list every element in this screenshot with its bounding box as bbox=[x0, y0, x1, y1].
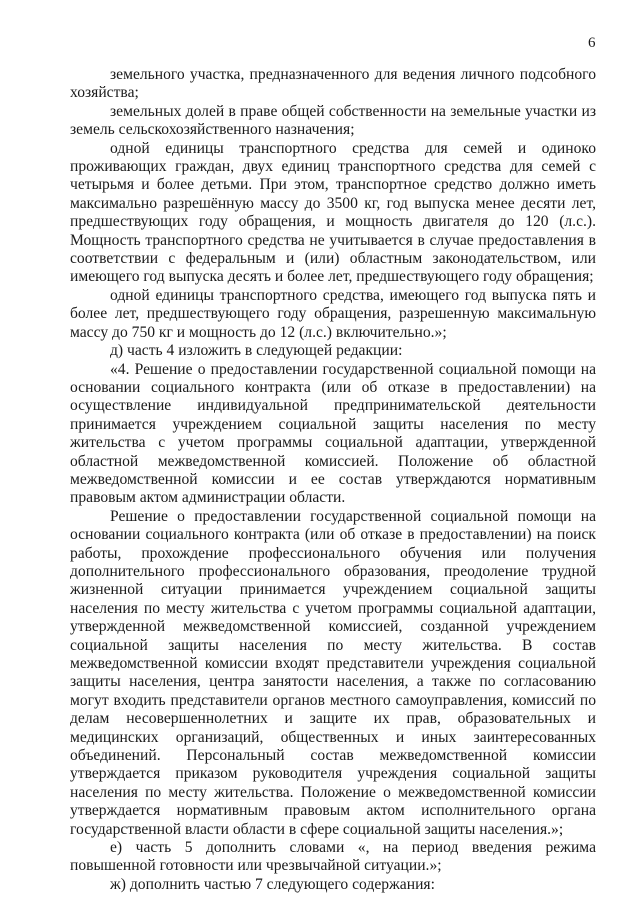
paragraph-part-4-decision: «4. Решение о предоставлении государственной социальной помощи на основании социального контракта (или об отказе в предоставлении) на осуществление индивидуальной предпринимательской деятельности принимается учреждением социальной защиты населения по месту жительства с учетом программы социальной адаптации, утвержденной областной межведомственной комиссией. Положение об областной межведомственной комиссии и ее состав утверждаются нормативным правовым актом администрации области. bbox=[70, 360, 596, 507]
paragraph-land-plot: земельного участка, предназначенного для ведения личного подсобного хозяйства; bbox=[70, 66, 596, 102]
paragraph-vehicle-one: одной единицы транспортного средства для семей и одиноко проживающих граждан, двух единиц транспортного средства для семей с четырьмя и более детьми. При этом, транспортное средство должно иметь максимально разрешённую массу до 3500 кг, год выпуска менее десяти лет, предшествующих году обращения, и мощность двигателя до 120 (л.с.). Мощность транспортного средства не учитывается в случае предоставления в соответствии с федеральным и (или) областным законодательством, или имеющего год выпуска десять и более лет, предшествующего году обращения; bbox=[70, 139, 596, 286]
document-body bbox=[70, 66, 596, 894]
paragraph-vehicle-two: одной единицы транспортного средства, имеющего год выпуска пять и более лет, предшествующего году обращения, разрешенную максимальную массу до 750 кг и мощность до 12 (л.с.) включительно.»; bbox=[70, 286, 596, 341]
paragraph-decision-job-search: Решение о предоставлении государственной социальной помощи на основании социального контракта (или об отказе в предоставлении) на поиск работы, прохождение профессионального обучения или получения дополнительного профессионального образования, преодоление трудной жизненной ситуации принимается учреждением социальной защиты населения по месту жительства с учетом программы социальной адаптации, утвержденной межведомственной комиссией, созданной учреждением социальной защиты населения по месту жительства. В состав межведомственной комиссии входят представители учреждения социальной защиты населения, центра занятости населения, а также по согласованию могут входить представители органов местного самоуправления, комиссий по делам несовершеннолетних и защите их прав, образовательных и медицинских организаций, общественных и иных заинтересованных объединений. Персональный состав межведомственной комиссии утверждается приказом руководителя учреждения социальной защиты населения по месту жительства. Положение о межведомственной комиссии утверждается нормативным правовым актом исполнительного органа государственной власти области в сфере социальной защиты населения.»; bbox=[70, 507, 596, 838]
page-number: 6 bbox=[588, 35, 596, 51]
paragraph-amendment-zh: ж) дополнить частью 7 следующего содержания: bbox=[110, 875, 435, 893]
paragraph-amendment-e: е) часть 5 дополнить словами «, на период введения режима повышенной готовности или чрезвычайной ситуации.»; bbox=[70, 839, 596, 875]
paragraph-amendment-d: д) часть 4 изложить в следующей редакции: bbox=[110, 342, 403, 360]
paragraph-land-shares: земельных долей в праве общей собственности на земельные участки из земель сельскохозяйственного назначения; bbox=[70, 102, 596, 139]
